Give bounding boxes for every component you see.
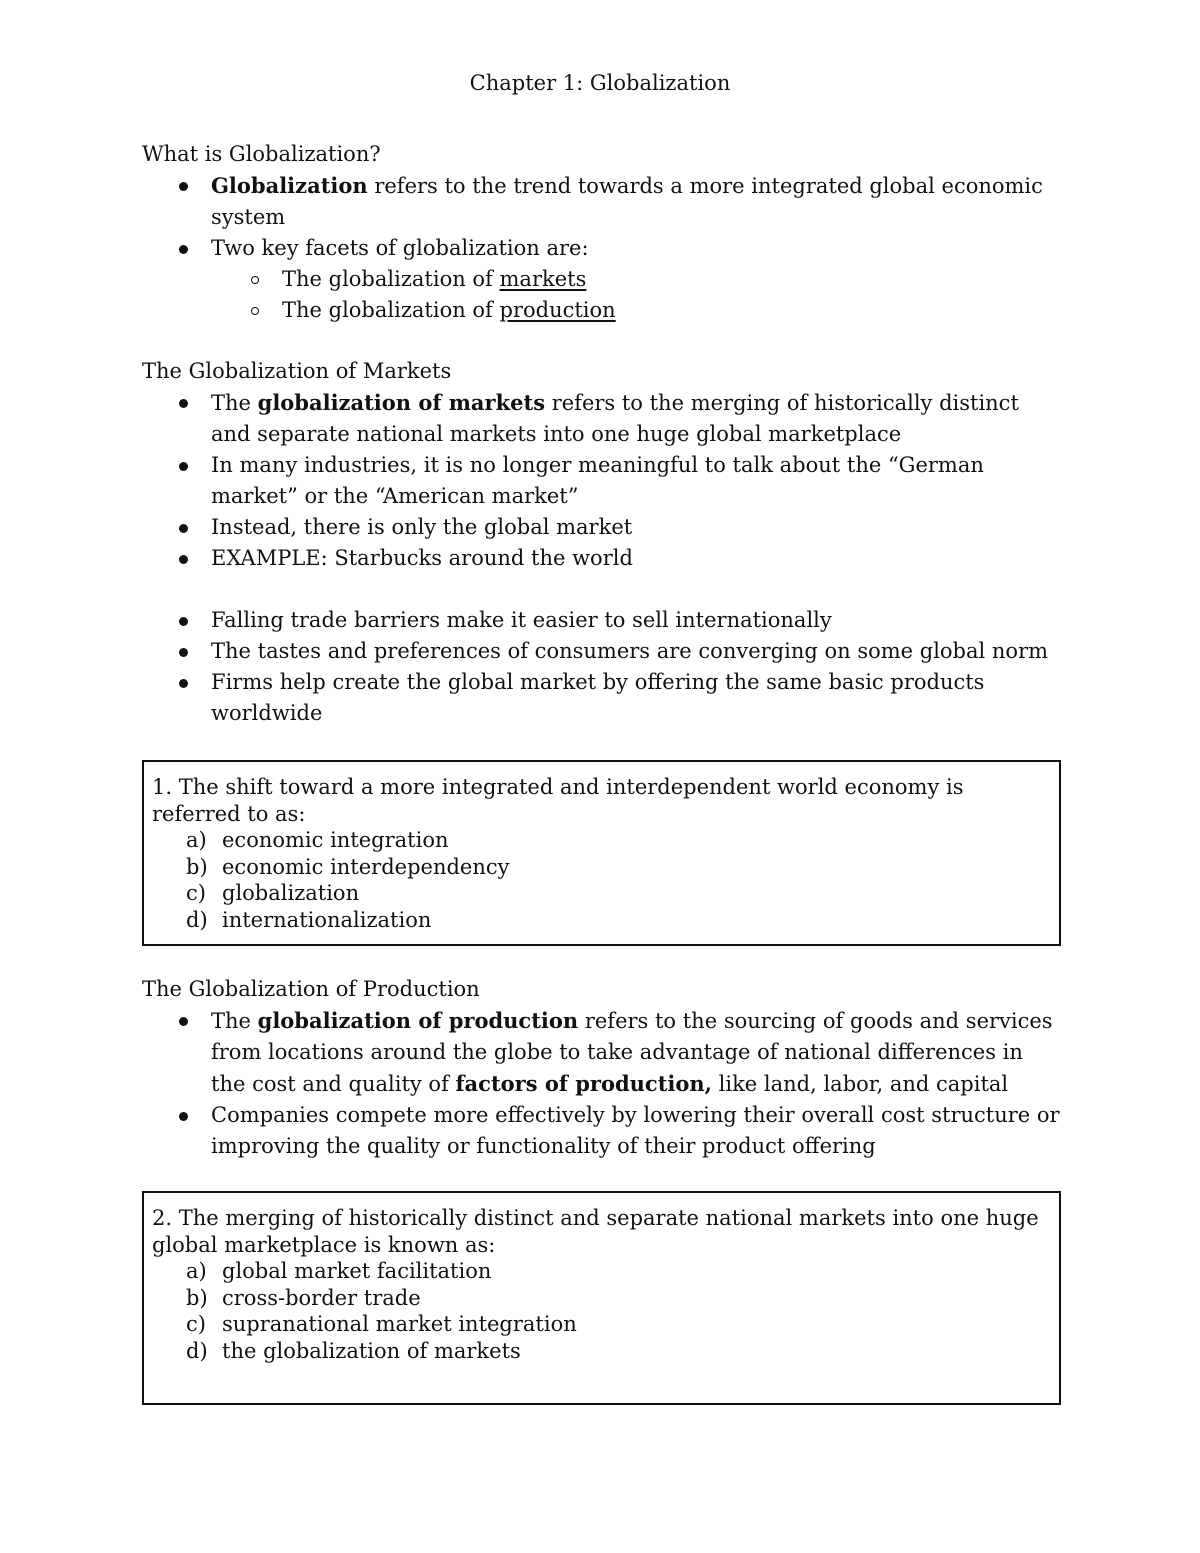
bullet-icon xyxy=(179,1112,188,1121)
bold-term: globalization of markets xyxy=(257,390,546,415)
section-heading: The Globalization of Production xyxy=(142,977,480,1001)
list-item xyxy=(142,450,1062,512)
bullet-icon xyxy=(179,679,188,688)
bullet-icon xyxy=(179,617,188,626)
list-item xyxy=(142,1005,1062,1100)
list-item xyxy=(142,543,1062,574)
circle-bullet-icon xyxy=(251,307,259,315)
option-text: economic integration xyxy=(222,828,449,852)
list-item xyxy=(142,233,1062,264)
bullet-text: refers to the merging of historically distinct and separate national markets into one huge global marketplace xyxy=(211,391,1019,446)
circle-bullet-icon xyxy=(251,276,259,284)
option-letter: b) xyxy=(186,1285,208,1310)
bullet-icon xyxy=(179,524,188,533)
quiz-option xyxy=(152,880,1049,907)
bullet-text: The xyxy=(211,1009,258,1033)
underlined-term: markets xyxy=(499,267,587,291)
bullet-text: EXAMPLE: Starbucks around the world xyxy=(211,546,633,570)
quiz-option xyxy=(152,1285,1049,1312)
quiz-option xyxy=(152,854,1049,881)
option-text: internationalization xyxy=(222,907,432,932)
bullet-text: Firms help create the global market by offering the same basic products worldwide xyxy=(211,670,985,725)
bullet-icon xyxy=(179,555,188,564)
bullet-icon xyxy=(179,648,188,657)
option-text: globalization xyxy=(222,881,360,905)
bullet-list xyxy=(142,170,1062,264)
bullet-list xyxy=(142,387,1062,574)
spacer xyxy=(142,574,1062,605)
bold-term: factors of production, xyxy=(455,1071,712,1096)
option-text: the globalization of markets xyxy=(222,1338,521,1363)
option-text: economic interdependency xyxy=(222,854,510,879)
bullet-text: refers to the trend towards a more integrated global economic system xyxy=(211,174,1043,229)
option-letter: b) xyxy=(186,854,208,879)
sub-bullet-text: The globalization of xyxy=(282,298,500,322)
list-item xyxy=(142,170,1062,233)
section-heading: What is Globalization? xyxy=(142,142,381,166)
list-item xyxy=(142,387,1062,450)
quiz-question: 2. The merging of historically distinct and separate national markets into one huge global marketplace is known as: xyxy=(152,1206,1039,1257)
bullet-text: The xyxy=(211,391,258,415)
bullet-icon xyxy=(179,182,188,191)
section-what-is-globalization xyxy=(142,139,1062,326)
bullet-text: like land, labor, and capital xyxy=(711,1072,1009,1096)
quiz-option xyxy=(152,1258,1049,1285)
bullet-text: The tastes and preferences of consumers are converging on some global norm xyxy=(211,639,1049,663)
bullet-text: refers to the sourcing of goods and services from locations around the globe to take advantage of national differences in the cost and quality of xyxy=(211,1009,1053,1096)
quiz-box-2 xyxy=(142,1191,1061,1405)
option-letter: d) xyxy=(186,907,208,932)
option-text: global market facilitation xyxy=(222,1259,492,1283)
quiz-question: 1. The shift toward a more integrated and interdependent world economy is referred to as: xyxy=(152,775,964,826)
bullet-text: Two key facets of globalization are: xyxy=(211,236,589,260)
option-text: cross-border trade xyxy=(222,1285,421,1310)
section-globalization-of-markets xyxy=(142,356,1062,729)
option-letter: d) xyxy=(186,1338,208,1363)
option-letter: a) xyxy=(186,1259,207,1283)
bold-term: globalization of production xyxy=(257,1008,579,1033)
option-letter: c) xyxy=(186,1312,206,1336)
sub-list-item xyxy=(142,264,1062,295)
bullet-text: In many industries, it is no longer meaningful to talk about the “German market” or the “American market” xyxy=(211,453,984,508)
bullet-icon xyxy=(179,462,188,471)
option-text: supranational market integration xyxy=(222,1312,577,1336)
list-item xyxy=(142,512,1062,543)
bullet-text: Falling trade barriers make it easier to sell internationally xyxy=(211,608,832,632)
quiz-box-1 xyxy=(142,760,1061,946)
sub-bullet-list xyxy=(142,264,1062,326)
section-globalization-of-production xyxy=(142,974,1062,1162)
bullet-list xyxy=(142,1005,1062,1162)
quiz-options xyxy=(152,1258,1049,1364)
quiz-option xyxy=(152,1311,1049,1338)
bullet-icon xyxy=(179,1017,188,1026)
option-letter: c) xyxy=(186,881,206,905)
sub-bullet-text: The globalization of xyxy=(282,267,500,291)
page-title: Chapter 1: Globalization xyxy=(469,71,731,95)
list-item xyxy=(142,636,1062,667)
underlined-term: production xyxy=(499,298,616,322)
bullet-text: Companies compete more effectively by lowering their overall cost structure or improving the quality or functionality of their product offering xyxy=(211,1103,1060,1158)
bullet-list xyxy=(142,605,1062,729)
section-heading: The Globalization of Markets xyxy=(142,359,452,383)
quiz-option xyxy=(152,1338,1049,1365)
bullet-text: Instead, there is only the global market xyxy=(211,515,633,539)
list-item xyxy=(142,605,1062,636)
list-item xyxy=(142,667,1062,729)
bullet-icon xyxy=(179,399,188,408)
bullet-icon xyxy=(179,245,188,254)
quiz-options xyxy=(152,827,1049,933)
list-item xyxy=(142,1100,1062,1162)
bold-term: Globalization xyxy=(211,173,368,198)
quiz-option xyxy=(152,907,1049,934)
option-letter: a) xyxy=(186,828,207,852)
quiz-option xyxy=(152,827,1049,854)
sub-list-item xyxy=(142,295,1062,326)
